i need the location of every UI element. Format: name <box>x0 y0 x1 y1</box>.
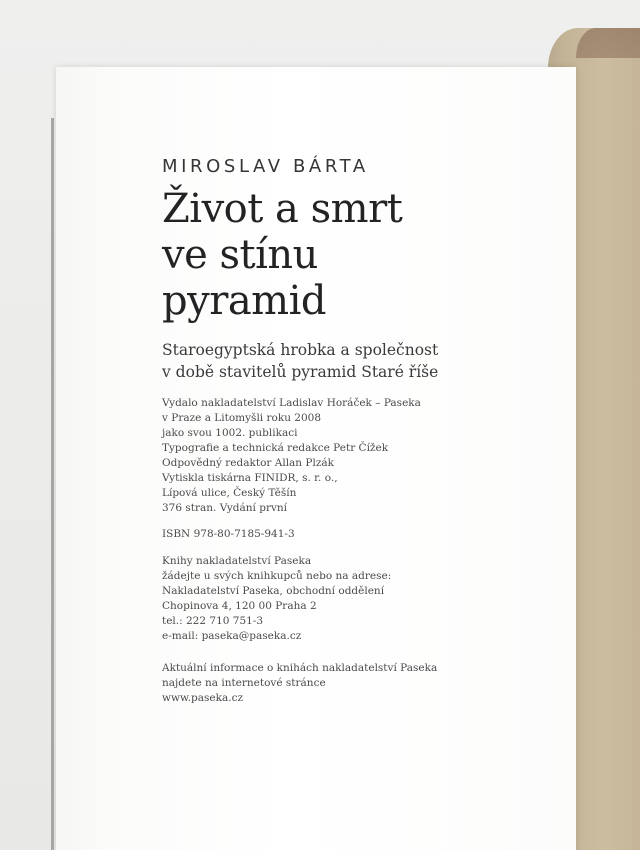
book-subtitle <box>162 339 438 383</box>
cover-edge <box>576 28 640 58</box>
imprint-line: Vydalo nakladatelství Ladislav Horáček – Paseka <box>162 397 421 409</box>
imprint-line: Odpovědný redaktor Allan Plzák <box>162 457 334 469</box>
imprint-line: Lípová ulice, Český Těšín <box>162 487 297 499</box>
subtitle-line: Staroegyptská hrobka a společnost <box>162 341 439 359</box>
page-edge <box>51 118 54 850</box>
imprint-line: jako svou 1002. publikaci <box>162 427 298 439</box>
book-title <box>162 186 402 324</box>
imprint-line: Vytiskla tiskárna FINIDR, s. r. o., <box>162 472 338 484</box>
orders-line: tel.: 222 710 751-3 <box>162 615 264 627</box>
orders-line: e-mail: paseka@paseka.cz <box>162 630 302 642</box>
author-name: MIROSLAV BÁRTA <box>162 156 369 177</box>
orders-line: Knihy nakladatelství Paseka <box>162 555 312 567</box>
info-block <box>162 661 437 706</box>
info-line: www.paseka.cz <box>162 692 244 704</box>
info-line: Aktuální informace o knihách nakladatelství Paseka <box>162 662 438 674</box>
orders-block <box>162 554 391 644</box>
title-line: pyramid <box>162 278 326 324</box>
imprint-line: Typografie a technická redakce Petr Čížek <box>162 442 389 454</box>
orders-line: Nakladatelství Paseka, obchodní oddělení <box>162 585 385 597</box>
imprint-line: 376 stran. Vydání první <box>162 502 288 514</box>
imprint-line: v Praze a Litomyšli roku 2008 <box>162 412 322 424</box>
title-line: ve stínu <box>162 232 318 278</box>
isbn-line <box>162 527 295 542</box>
imprint-block <box>162 396 421 516</box>
subtitle-line: v době stavitelů pyramid Staré říše <box>162 363 439 381</box>
title-line: Život a smrt <box>162 186 403 232</box>
isbn-text: ISBN 978-80-7185-941-3 <box>162 528 295 540</box>
orders-line: žádejte u svých knihkupců nebo na adrese: <box>162 570 392 582</box>
info-line: najdete na internetové stránce <box>162 677 326 689</box>
orders-line: Chopinova 4, 120 00 Praha 2 <box>162 600 317 612</box>
